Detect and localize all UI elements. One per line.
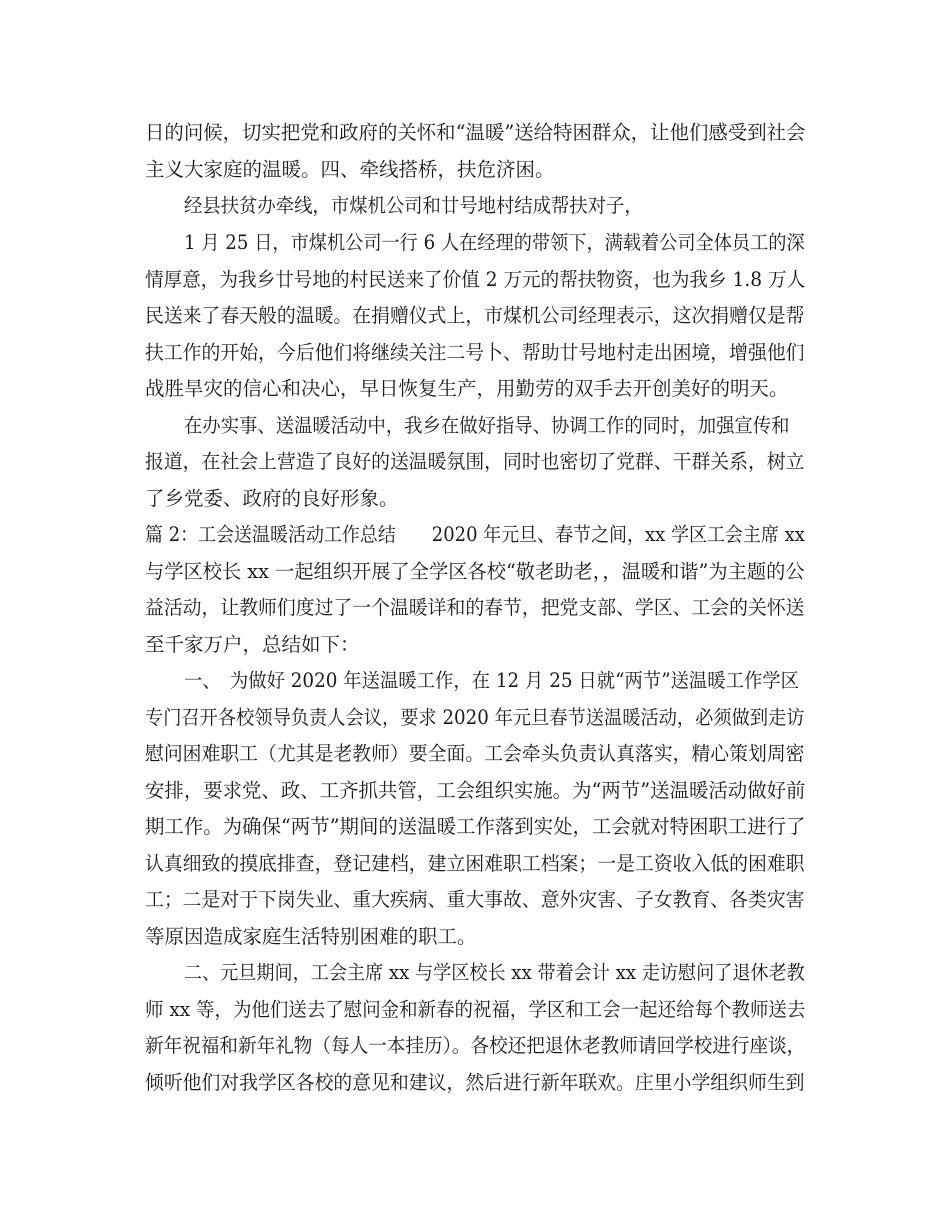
text-line: 益活动，让教师们度过了一个温暖详和的春节，把党支部、学区、工会的关怀送	[145, 596, 805, 619]
text-line: 等原因造成家庭生活特别困难的职工。	[145, 925, 477, 948]
text-line: 战胜旱灾的信心和决心，早日恢复生产，用勤劳的双手去开创美好的明天。	[145, 377, 789, 400]
text-line: 工；二是对于下岗失业、重大疾病、重大事故、意外灾害、子女教育、各类灾害	[145, 888, 805, 911]
text-line: 至千家万户，总结如下：	[145, 633, 360, 656]
text-line: 经县扶贫办牵线，市煤机公司和廿号地村结成帮扶对子，	[184, 194, 643, 217]
text-line: 安排，要求党、政、工齐抓共管，工会组织实施。为“两节”送温暖活动做好前	[145, 779, 806, 802]
text-line: 报道，在社会上营造了良好的送温暖氛围，同时也密切了党群、干群关系，树立	[145, 450, 805, 473]
text-line: 了乡党委、政府的良好形象。	[145, 487, 399, 510]
text-line: 期工作。为确保“两节”期间的送温暖工作落到实处，工会就对特困职工进行了	[145, 815, 806, 838]
text-line: 倾听他们对我学区各校的意见和建议，然后进行新年联欢。庄里小学组织师生到	[145, 1071, 805, 1094]
text-line: 情厚意，为我乡廿号地的村民送来了价值 2 万元的帮扶物资，也为我乡 1.8 万人	[145, 268, 806, 291]
text-line: 新年祝福和新年礼物（每人一本挂历）。各校还把退休老教师请回学校进行座谈，	[145, 1034, 806, 1057]
text-line: 与学区校长 xx 一起组织开展了全学区各校“敬老助老，，温暖和谐”为主题的公	[145, 560, 805, 583]
text-line: 篇 2：工会送温暖活动工作总结 2020 年元旦、春节之间，xx 学区工会主席 xx	[145, 523, 805, 546]
text-line: 师 xx 等，为他们送去了慰问金和新春的祝福，学区和工会一起还给每个教师送去	[145, 998, 806, 1021]
text-line: 专门召开各校领导负责人会议，要求 2020 年元旦春节送温暖活动，必须做到走访	[145, 706, 805, 729]
text-line: 在办实事、送温暖活动中，我乡在做好指导、协调工作的同时，加强宣传和	[184, 414, 790, 437]
text-line: 二、元旦期间，工会主席 xx 与学区校长 xx 带着会计 xx 走访慰问了退休老教	[184, 961, 805, 984]
text-line: 一、 为做好 2020 年送温暖工作，在 12 月 25 日就“两节”送温暖工作学区	[184, 669, 800, 692]
text-line: 主义大家庭的温暖。四、牵线搭桥，扶危济困。	[145, 158, 555, 181]
text-line: 扶工作的开始，今后他们将继续关注二号卜、帮助廿号地村走出困境，增强他们	[145, 341, 805, 364]
text-line: 民送来了春天般的温暖。在捐赠仪式上，市煤机公司经理表示，这次捐赠仅是帮	[145, 304, 805, 327]
text-line: 慰问困难职工（尤其是老教师）要全面。工会牵头负责认真落实，精心策划周密	[145, 742, 805, 765]
text-line: 1 月 25 日，市煤机公司一行 6 人在经理的带领下，满载着公司全体员工的深	[184, 231, 805, 254]
text-line: 认真细致的摸底排查，登记建档，建立困难职工档案；一是工资收入低的困难职	[145, 852, 805, 875]
text-line: 日的问候，切实把党和政府的关怀和“温暖”送给特困群众，让他们感受到社会	[145, 121, 806, 144]
